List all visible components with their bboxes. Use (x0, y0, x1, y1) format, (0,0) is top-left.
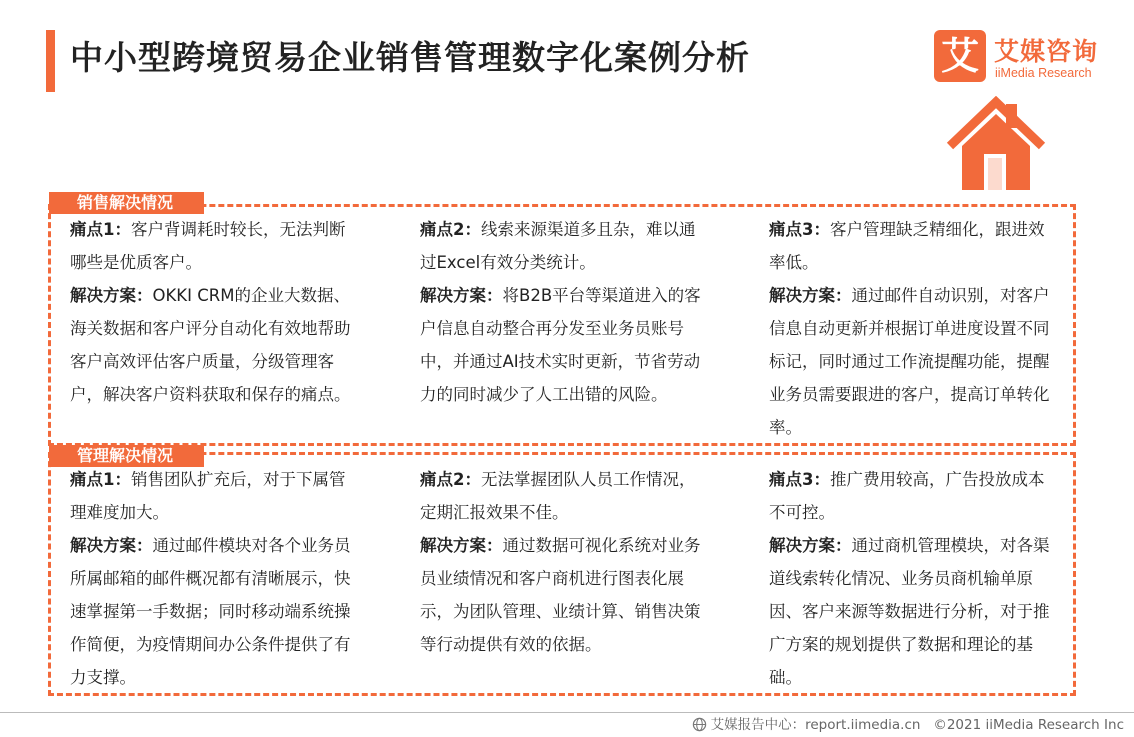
house-icon (944, 96, 1048, 194)
footer (692, 713, 1124, 733)
footer-source: 艾媒报告中心：report.iimedia.cn (710, 717, 921, 733)
sales-pain-point-2: 痛点2：线索来源渠道多且杂，难以通过Excel有效分类统计。 解决方案：将B2B平台等渠道进入的客户信息自动整合再分发至业务员账号中，并通过AI技术实时更新，节省劳动力的同时减少了人工出错的风险。 (420, 220, 701, 404)
management-pain-point-3: 痛点3：推广费用较高，广告投放成本不可控。 解决方案：通过商机管理模块，对各渠道线索转化情况、业务员商机输单原因、客户来源等数据进行分析，对于推广方案的规划提供了数据和理论的基础。 (769, 470, 1050, 687)
management-section-tag: 管理解决情况 (49, 445, 204, 467)
logo-name-en: iiMedia Research (995, 66, 1092, 80)
brand-logo (934, 30, 1124, 84)
logo-mark: 艾 (934, 30, 986, 82)
sales-section-tag: 销售解决情况 (49, 192, 204, 214)
title-accent-bar (46, 30, 55, 92)
management-pain-point-2: 痛点2：无法掌握团队人员工作情况，定期汇报效果不佳。 解决方案：通过数据可视化系统对业务员业绩情况和客户商机进行图表化展示，为团队管理、业绩计算、销售决策等行动提供有效的依据。 (420, 470, 701, 654)
sales-pain-point-1: 痛点1：客户背调耗时较长，无法判断哪些是优质客户。 解决方案：OKKI CRM的企业大数据、海关数据和客户评分自动化有效地帮助客户高效评估客户质量，分级管理客户，解决客户资料获取和保存的痛点。 (70, 220, 351, 404)
sales-pain-point-3: 痛点3：客户管理缺乏精细化，跟进效率低。 解决方案：通过邮件自动识别，对客户信息自动更新并根据订单进度设置不同标记，同时通过工作流提醒功能，提醒业务员需要跟进的客户，提高订单转化率。 (769, 220, 1050, 437)
page-title: 中小型跨境贸易企业销售管理数字化案例分析 (70, 38, 750, 77)
footer-copyright: ©2021 iiMedia Research Inc (933, 717, 1124, 733)
logo-name-cn: 艾媒咨询 (994, 37, 1099, 66)
globe-icon (692, 717, 707, 732)
management-pain-point-1: 痛点1：销售团队扩充后，对于下属管理难度加大。 解决方案：通过邮件模块对各个业务员所属邮箱的邮件概况都有清晰展示，快速掌握第一手数据；同时移动端系统操作简便，为疫情期间办公条件提供了有力支撑。 (70, 470, 351, 687)
